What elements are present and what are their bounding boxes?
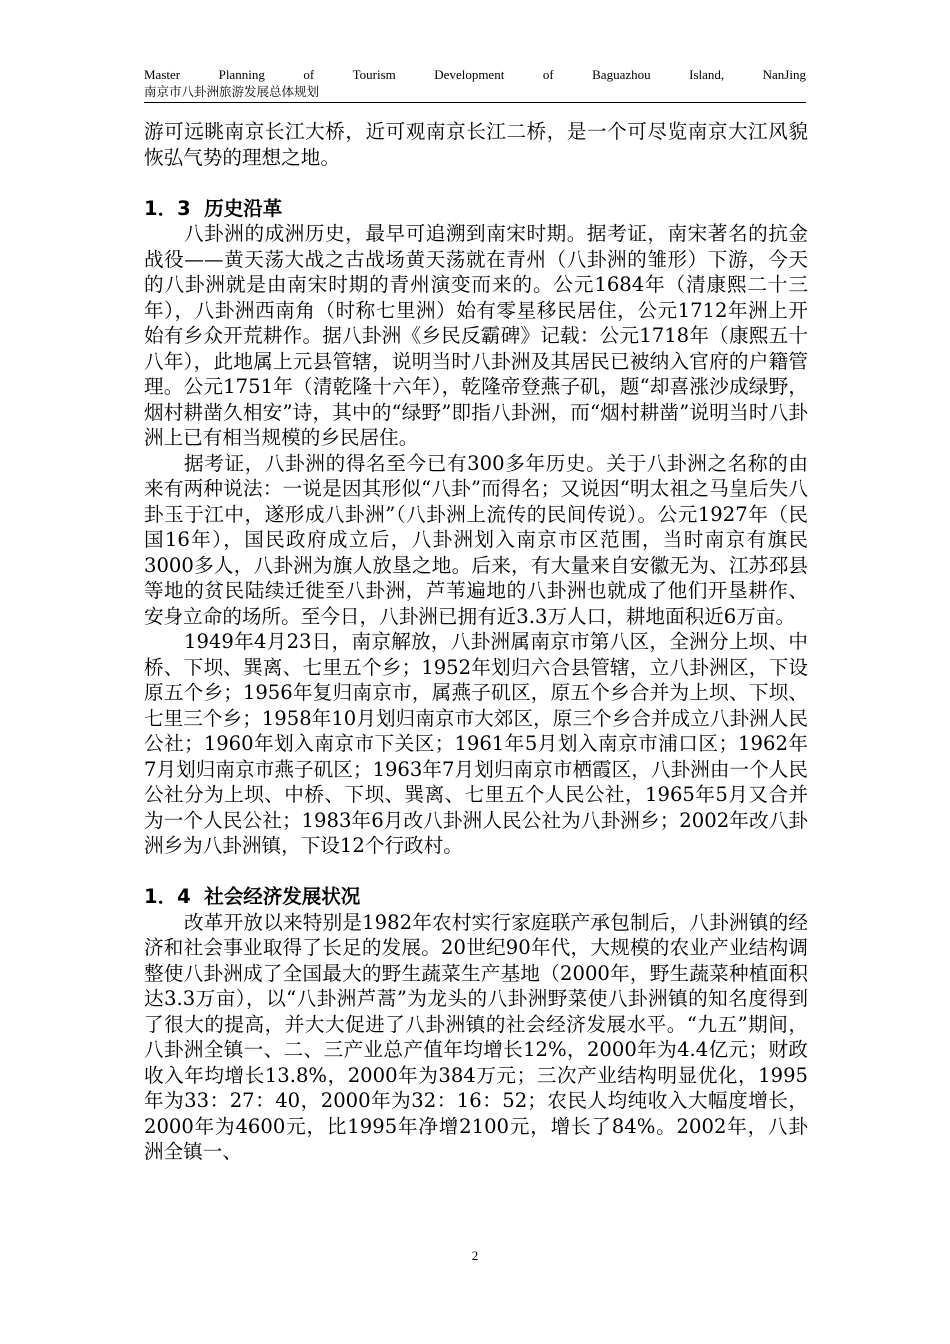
header-chinese-title: 南京市八卦洲旅游发展总体规划 <box>144 84 320 99</box>
header-en-word: of <box>303 67 315 82</box>
header-en-word: Development <box>434 67 505 82</box>
section-heading-socioeconomic: 1．4 社会经济发展状况 <box>144 885 361 908</box>
header-en-word: Baguazhou <box>592 67 651 82</box>
spacer <box>144 170 808 196</box>
page-number: 2 <box>471 1248 479 1263</box>
page-header <box>144 66 806 103</box>
header-en-word: Island, <box>689 67 725 82</box>
paragraph-socioeconomic: 改革开放以来特别是1982年农村实行家庭联产承包制后，八卦洲镇的经济和社会事业取得了长足的发展。20世纪90年代，大规模的农业产业结构调整使八卦洲成了全国最大的野生蔬菜生产基地（2000年，野生蔬菜种植面积达3.3万亩），以“八卦洲芦蒿”为龙头的八卦洲野菜使八卦洲镇的知名度得到了很大的提高，并大大促进了八卦洲镇的社会经济发展水平。“九五”期间，八卦洲全镇一、二、三产业总产值年均增长12%，2000年为4.4亿元；财政收入年均增长13.8%，2000年为384万元；三次产业结构明显优化，1995年为33：27：40，2000年为32：16：52；农民人均纯收入大幅度增长，2000年为4600元，比1995年净增2100元，增长了84%。2002年，八卦洲全镇一、 <box>144 910 808 1163</box>
document-body <box>144 119 808 1165</box>
section-heading-history: 1．3 历史沿革 <box>144 196 283 220</box>
header-english-title <box>144 66 806 84</box>
header-en-word: NanJing <box>762 67 806 82</box>
paragraph-history-origin: 八卦洲的成洲历史，最早可追溯到南宋时期。据考证，南宋著名的抗金战役——黄天荡大战之古战场黄天荡就在青州（八卦洲的雏形）下游，今天的八卦洲就是由南宋时期的青州演变而来的。公元1684年（清康熙二十三年），八卦洲西南角（时称七里洲）始有零星移民居住，公元1712年洲上开始有乡众开荒耕作。据八卦洲《乡民反霸碑》记载：公元1718年（康熙五十八年），此地属上元县管辖，说明当时八卦洲及其居民已被纳入官府的户籍管理。公元1751年（清乾隆十六年），乾隆帝登燕子矶，题“却喜涨沙成绿野，烟村耕凿久相安”诗，其中的“绿野”即指八卦洲，而“烟村耕凿”说明当时八卦洲上已有相当规模的乡民居住。 <box>144 222 808 449</box>
paragraph-continuation: 游可远眺南京长江大桥，近可观南京长江二桥，是一个可尽览南京大江风貌恢弘气势的理想之地。 <box>144 120 808 169</box>
spacer <box>144 859 808 885</box>
paragraph-history-administration: 1949年4月23日，南京解放，八卦洲属南京市第八区，全洲分上坝、中桥、下坝、巽离、七里五个乡；1952年划归六合县管辖，立八卦洲区，下设原五个乡；1956年复归南京市，属燕子矶区，原五个乡合并为上坝、下坝、七里三个乡；1958年10月划归南京市大郊区，原三个乡合并成立八卦洲人民公社；1960年划入南京市下关区；1961年5月划入南京市浦口区；1962年7月划归南京市燕子矶区；1963年7月划归南京市栖霞区，八卦洲由一个人民公社分为上坝、中桥、下坝、巽离、七里五个人民公社，1965年5月又合并为一个人民公社；1983年6月改八卦洲人民公社为八卦洲乡；2002年改八卦洲乡为八卦洲镇，下设12个行政村。 <box>144 630 808 857</box>
header-en-word: Master <box>144 67 181 82</box>
paragraph-history-naming: 据考证，八卦洲的得名至今已有300多年历史。关于八卦洲之名称的由来有两种说法：一说是因其形似“八卦”而得名；又说因“明太祖之马皇后失八卦玉于江中，遂形成八卦洲”（八卦洲上流传的民间传说）。公元1927年（民国16年），国民政府成立后，八卦洲划入南京市区范围，当时南京有旗民3000多人，八卦洲为旗人放垦之地。后来，有大量来自安徽无为、江苏邳县等地的贫民陆续迁徙至八卦洲，芦苇遍地的八卦洲也就成了他们开垦耕作、安身立命的场所。至今日，八卦洲已拥有近3.3万人口，耕地面积近6万亩。 <box>144 451 808 628</box>
header-en-word: Planning <box>218 67 265 82</box>
header-en-word: Tourism <box>352 67 396 82</box>
header-en-word: of <box>542 67 554 82</box>
